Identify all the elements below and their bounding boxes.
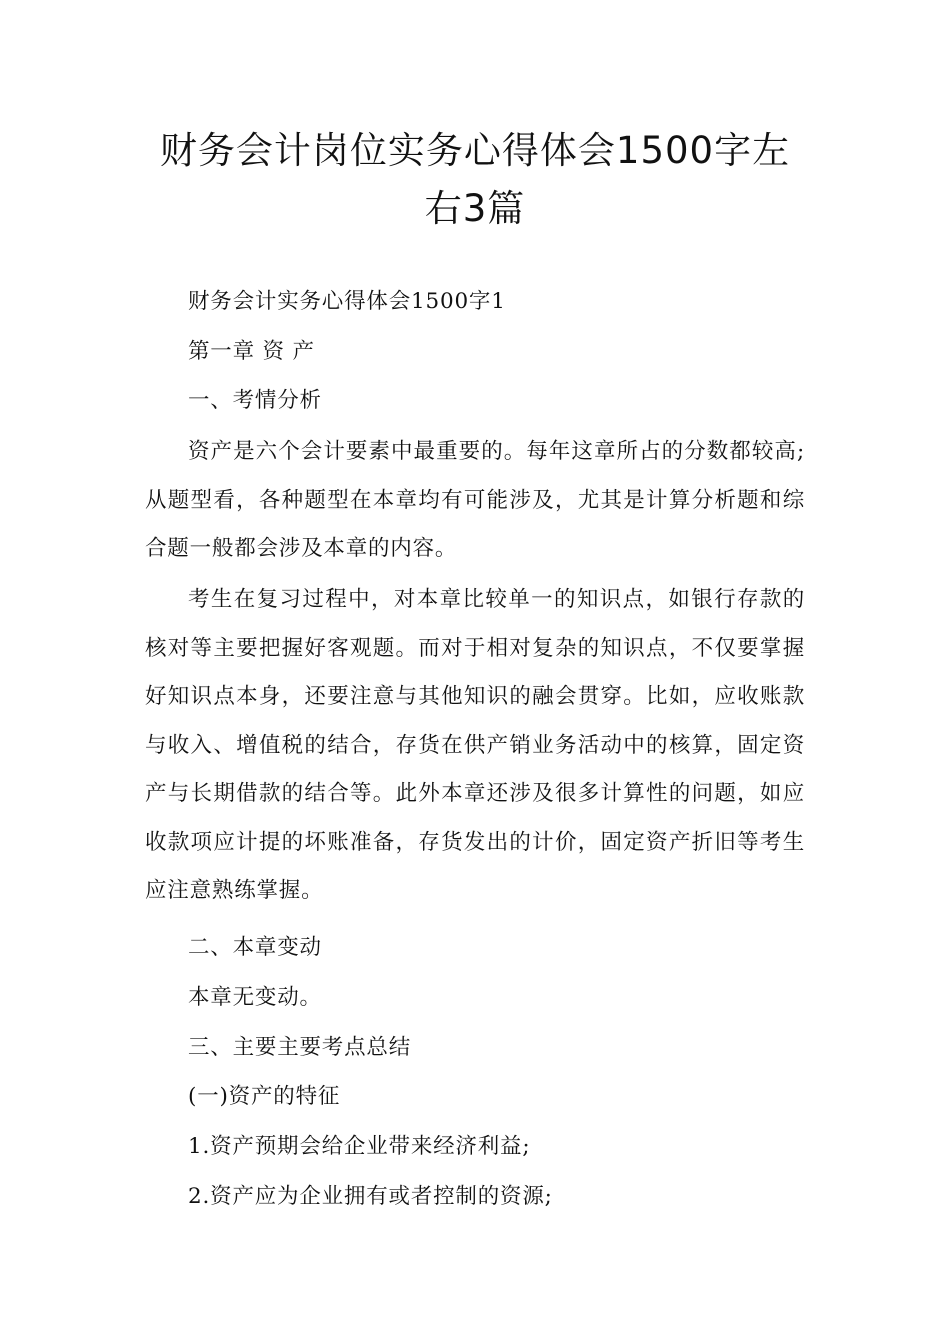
section-heading-changes: 二、本章变动	[188, 935, 322, 960]
list-item-1: 1.资产预期会给企业带来经济利益;	[188, 1134, 531, 1159]
list-item-2: 2.资产应为企业拥有或者控制的资源;	[188, 1184, 553, 1209]
paragraph-no-changes: 本章无变动。	[188, 985, 322, 1010]
section-heading-key-points: 三、主要主要考点总结	[188, 1035, 412, 1060]
subtitle-paragraph: 财务会计实务心得体会1500字1	[188, 289, 506, 314]
subsection-heading-asset-features: (一)资产的特征	[188, 1084, 341, 1109]
document-title: 财务会计岗位实务心得体会1500字左右3篇	[159, 129, 791, 230]
section-heading-analysis: 一、考情分析	[188, 388, 322, 413]
chapter-heading: 第一章 资 产	[188, 339, 315, 364]
paragraph-overview: 资产是六个会计要素中最重要的。每年这章所占的分数都较高;从题型看，各种题型在本章均有可能涉及，尤其是计算分析题和综合题一般都会涉及本章的内容。	[145, 439, 805, 561]
paragraph-study-advice: 考生在复习过程中，对本章比较单一的知识点，如银行存款的核对等主要把握好客观题。而对于相对复杂的知识点，不仅要掌握好知识点本身，还要注意与其他知识的融会贯穿。比如，应收账款与收入、增值税的结合，存货在供产销业务活动中的核算，固定资产与长期借款的结合等。此外本章还涉及很多计算性的问题，如应收款项应计提的坏账准备，存货发出的计价，固定资产折旧等考生应注意熟练掌握。	[145, 587, 805, 903]
